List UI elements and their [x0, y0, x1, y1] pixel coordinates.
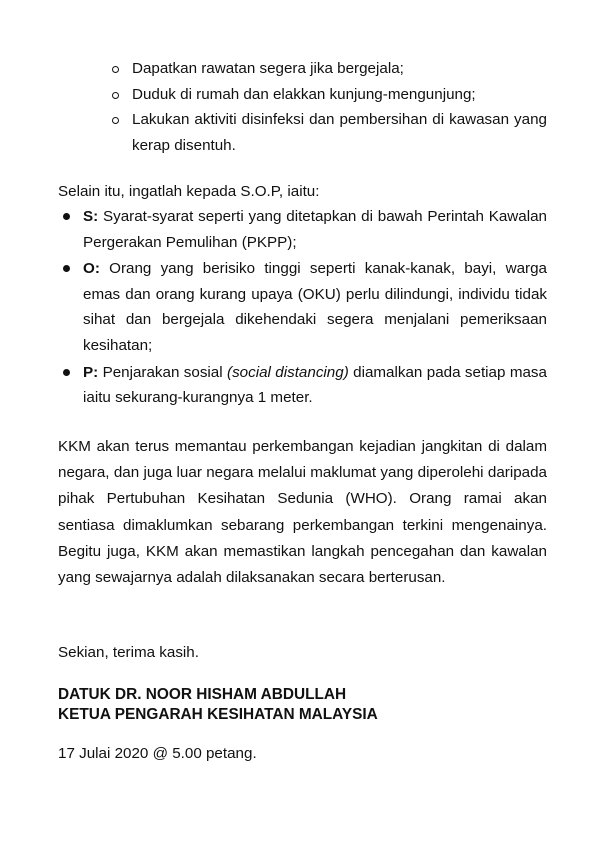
- sop-key: P:: [83, 363, 99, 381]
- list-item-text: Lakukan aktiviti disinfeksi dan pembersihan di kawasan yang kerap disentuh.: [132, 111, 547, 154]
- date-line: 17 Julai 2020 @ 5.00 petang.: [58, 745, 257, 762]
- signature-block: [58, 685, 378, 725]
- signatory-name: DATUK DR. NOOR HISHAM ABDULLAH: [58, 686, 347, 703]
- list-item-text: Dapatkan rawatan segera jika bergejala;: [132, 60, 404, 77]
- sop-item-text: Syarat-syarat seperti yang ditetapkan di bawah Perintah Kawalan Pergerakan Pemulihan (PKPP);: [83, 208, 547, 251]
- body-paragraph: KKM akan terus memantau perkembangan kejadian jangkitan di dalam negara, dan juga luar negara melalui maklumat yang diperolehi daripada pihak Pertubuhan Kesihatan Sedunia (WHO). Orang ramai akan sentiasa dimaklumkan sebarang perkembangan terkini mengenainya. Begitu juga, KKM akan memastikan langkah pencegahan dan kawalan yang sewajarnya adalah dilaksanakan secara berterusan.: [58, 438, 547, 587]
- sop-item-emphasis: (social distancing): [227, 363, 349, 381]
- sop-key: S:: [83, 208, 99, 225]
- sop-item-text: Penjarakan sosial: [102, 363, 223, 381]
- list-item: [110, 56, 547, 82]
- bullet-icon: [63, 265, 70, 272]
- sop-item-p: [58, 360, 547, 411]
- hollow-bullet-icon: [112, 66, 119, 73]
- sop-list: [58, 204, 547, 412]
- list-item-text: Duduk di rumah dan elakkan kunjung-mengunjung;: [132, 85, 476, 103]
- list-item: [110, 107, 547, 158]
- sop-item-o: [58, 256, 547, 358]
- list-item: [110, 82, 547, 108]
- sop-item-text: Orang yang berisiko tinggi seperti kanak-kanak, bayi, warga emas dan orang kurang upaya (OKU) perlu dilindungi, individu tidak sihat dan bergejala dikehendaki segera menjalani pemeriksaan kesihatan;: [83, 260, 547, 354]
- hollow-bullet-icon: [112, 117, 119, 124]
- hollow-bullet-icon: [112, 92, 119, 99]
- sop-key: O:: [83, 260, 100, 278]
- sop-intro: Selain itu, ingatlah kepada S.O.P, iaitu:: [58, 183, 320, 200]
- closing-line: Sekian, terima kasih.: [58, 644, 199, 661]
- sop-item-text: diamalkan pada setiap masa iaitu sekurang-kurangnya 1 meter.: [83, 363, 547, 407]
- precaution-sub-list: [110, 56, 547, 158]
- sop-item-s: [58, 204, 547, 255]
- bullet-icon: [63, 213, 70, 220]
- bullet-icon: [63, 369, 70, 376]
- signatory-title: KETUA PENGARAH KESIHATAN MALAYSIA: [58, 706, 378, 723]
